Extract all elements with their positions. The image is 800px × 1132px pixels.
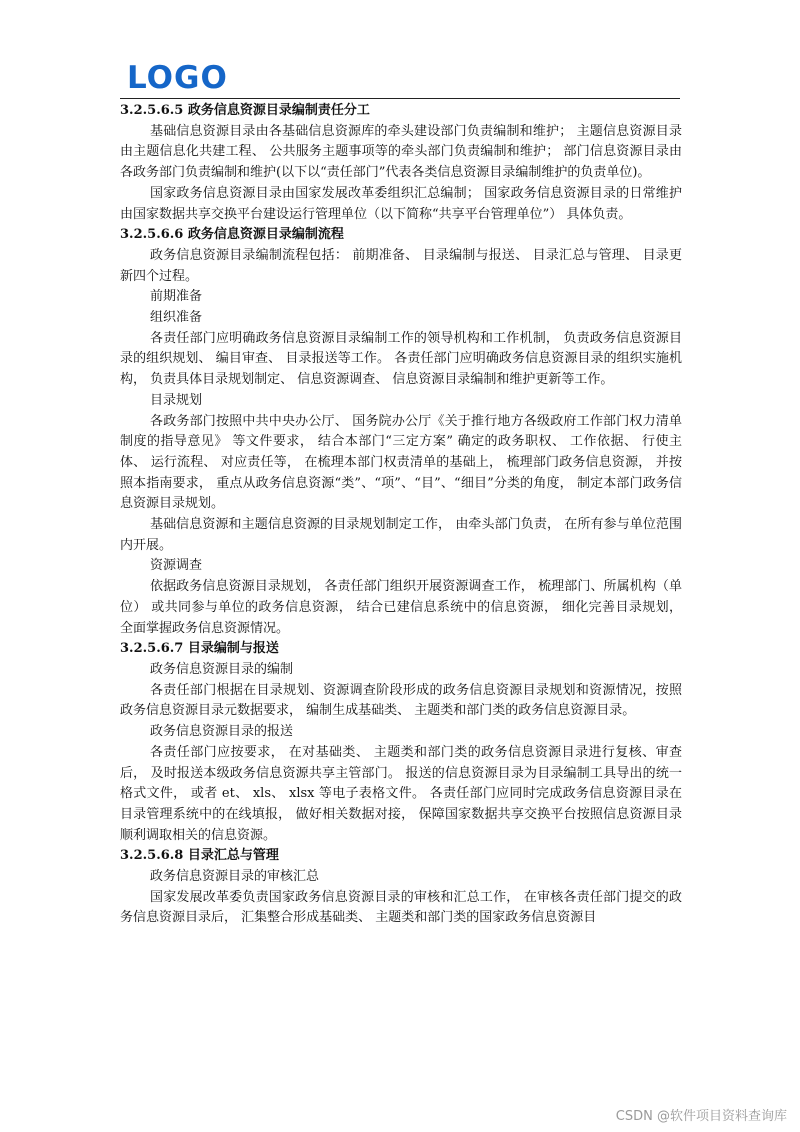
body-paragraph: 基础信息资源目录由各基础信息资源库的牵头建设部门负责编制和维护； 主题信息资源目录由主题信息化共建工程、 公共服务主题事项等的牵头部门负责编制和维护； 部门信息资源目录由各政务部门负责编制和维护(以下以“责任部门”代表各类信息资源目录编制维护的负责单位)。 bbox=[120, 123, 682, 181]
document-body bbox=[120, 101, 682, 929]
section-heading: 3.2.5.6.5 政务信息资源目录编制责任分工 bbox=[120, 103, 370, 118]
subsection-label: 政务信息资源目录的报送 bbox=[150, 724, 294, 740]
subsection-label: 组织准备 bbox=[150, 310, 203, 326]
body-paragraph: 政务信息资源目录编制流程包括： 前期准备、 目录编制与报送、 目录汇总与管理、 目录更新四个过程。 bbox=[120, 247, 682, 284]
section-heading: 3.2.5.6.8 目录汇总与管理 bbox=[120, 848, 279, 864]
watermark: CSDN @软件项目资料查询库 bbox=[615, 1109, 787, 1124]
body-paragraph: 基础信息资源和主题信息资源的目录规划制定工作， 由牵头部门负责， 在所有参与单位范围内开展。 bbox=[120, 517, 682, 553]
body-paragraph: 各责任部门根据在目录规划、资源调查阶段形成的政务信息资源目录规划和资源情况，按照政务信息资源目录元数据要求， 编制生成基础类、 主题类和部门类的政务信息资源目录。 bbox=[120, 682, 682, 719]
section-heading: 3.2.5.6.6 政务信息资源目录编制流程 bbox=[120, 227, 344, 243]
body-paragraph: 各责任部门应按要求， 在对基础类、 主题类和部门类的政务信息资源目录进行复核、审查后， 及时报送本级政务信息资源共享主管部门。 报送的信息资源目录为目录编制工具导出的统一格式文件， 或者 et、 xls、 xlsx 等电子表格文件。 各责任部门应同时完成政务信息资源目录在目录管理系统中的在线填报， 做好相关数据对接， 保障国家数据共享交换平台按照信息资源目录顺利调取相关的信息资源。 bbox=[120, 744, 682, 843]
body-paragraph: 各责任部门应明确政务信息资源目录编制工作的领导机构和工作机制， 负责政务信息资源目录的组织规划、 编目审查、 目录报送等工作。 各责任部门应明确政务信息资源目录的组织实施机构， 负责具体目录规划制定、 信息资源调查、 信息资源目录编制和维护更新等工作。 bbox=[120, 330, 682, 388]
subsection-label: 目录规划 bbox=[150, 392, 203, 408]
subsection-label: 资源调查 bbox=[150, 558, 203, 574]
subsection-label: 政务信息资源目录的编制 bbox=[150, 661, 294, 677]
body-paragraph: 国家政务信息资源目录由国家发展改革委组织汇总编制； 国家政务信息资源目录的日常维护由国家数据共享交换平台建设运行管理单位（以下简称“共享平台管理单位”） 具体负责。 bbox=[120, 185, 682, 222]
body-paragraph: 各政务部门按照中共中央办公厅、 国务院办公厅《关于推行地方各级政府工作部门权力清单制度的指导意见》 等文件要求， 结合本部门“三定方案” 确定的政务职权、 工作依据、 行使主体、 运行流程、 对应责任等， 在梳理本部门权责清单的基础上， 梳理部门政务信息资源， 并按照本指南要求， 重点从政务信息资源“类”、“项”、“目”、“细目”分类的角度， 制定本部门政务信息资源目录规划。 bbox=[120, 413, 682, 512]
header-divider bbox=[120, 98, 680, 99]
subsection-label: 前期准备 bbox=[150, 289, 203, 305]
body-paragraph: 依据政务信息资源目录规划， 各责任部门组织开展资源调查工作， 梳理部门、所属机构（单位） 或共同参与单位的政务信息资源， 结合已建信息系统中的信息资源， 细化完善目录规划， 全面掌握政务信息资源情况。 bbox=[120, 579, 682, 636]
body-paragraph: 国家发展改革委负责国家政务信息资源目录的审核和汇总工作， 在审核各责任部门提交的政务信息资源目录后， 汇集整合形成基础类、 主题类和部门类的国家政务信息资源目 bbox=[120, 889, 682, 926]
subsection-label: 政务信息资源目录的审核汇总 bbox=[150, 869, 320, 885]
logo: LOGO bbox=[127, 60, 228, 96]
section-heading: 3.2.5.6.7 目录编制与报送 bbox=[120, 641, 279, 657]
